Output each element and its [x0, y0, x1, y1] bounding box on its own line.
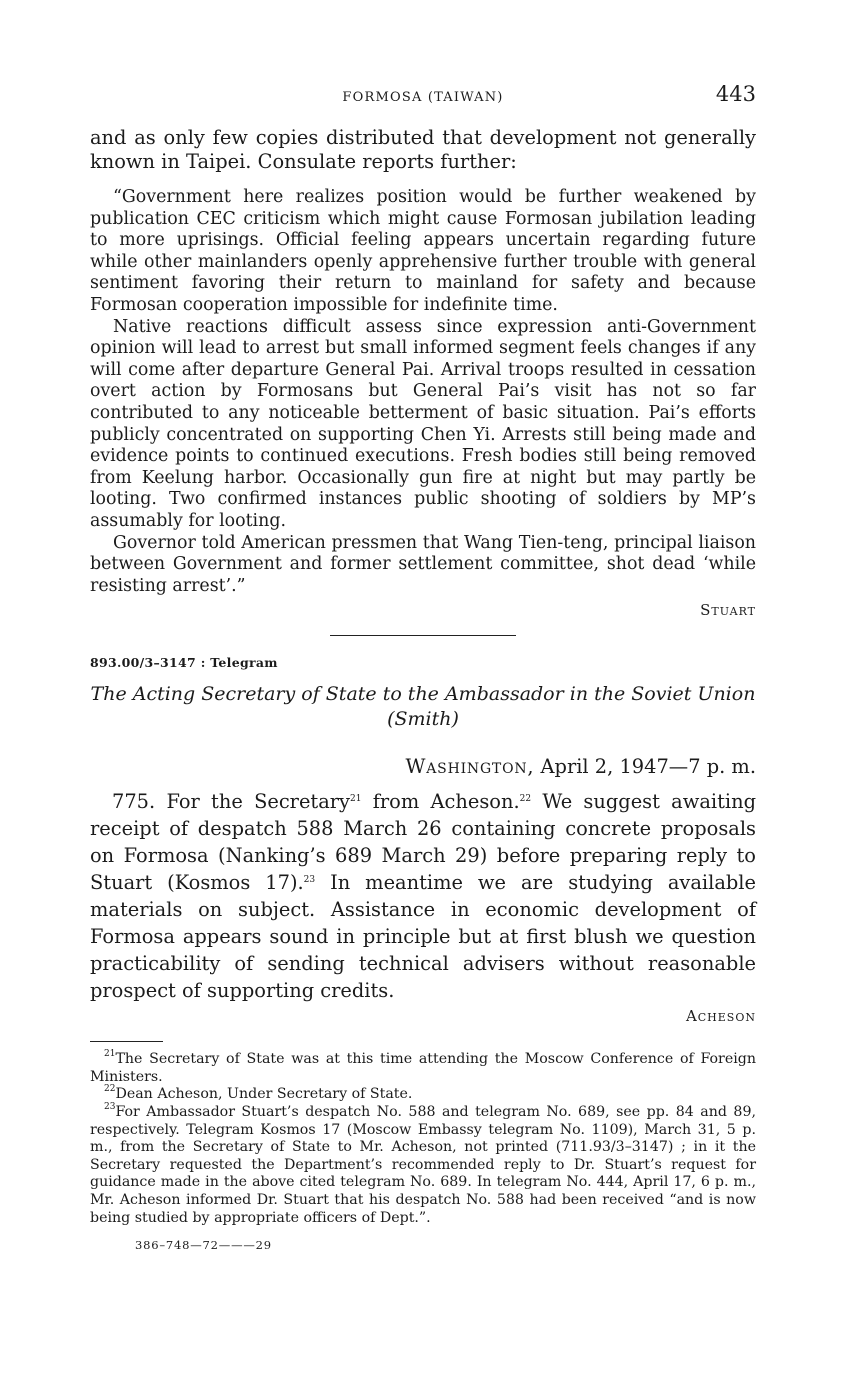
quote-paragraph: “Government here realizes position would be further weakened by publication CEC criticism which might cause Formosan jubilation leading to more uprisings. Official feeling appears uncertain regarding future while other mainlanders openly apprehensive further trouble with general sentiment favoring their return to mainland for safety and because Formosan cooperation impossible for indefinite time.: [90, 187, 756, 315]
footnote-mark: 21: [104, 1049, 116, 1060]
dateline-date: April 2, 1947—7 p. m.: [534, 755, 756, 779]
footnote-text: The Secretary of State was at this time attending the Moscow Conference of Foreign Ministers.: [90, 1051, 756, 1085]
print-code: 386–748—72———29: [135, 1238, 272, 1253]
document-page: [90, 78, 756, 1252]
quote-paragraph: Native reactions difficult assess since expression anti-Government opinion will lead to arrest but small informed segment feels changes if any will come after departure General Pai. Arrival troops resulted in cessation overt action by Formosans but General Pai’s visit has not so far contributed to any noticeable betterment of basic situation. Pai’s efforts publicly concentrated on supporting Chen Yi. Arrests still being made and evidence points to continued executions. Fresh bodies still being removed from Keelung harbor. Occasionally gun fire at night but may partly be looting. Two confirmed instances public shooting of soldiers by MP’s assumably for looting.: [90, 316, 756, 531]
running-head-title: FORMOSA (TAIWAN): [342, 90, 504, 105]
msg-text: from Acheson.: [361, 790, 520, 814]
footnote-mark: 23: [104, 1102, 116, 1113]
footnote-text: Dean Acheson, Under Secretary of State.: [115, 1086, 413, 1103]
document-reference: 893.00/3–3147 : Telegram: [90, 655, 278, 671]
running-head: [90, 78, 756, 118]
footnote-ref-23: 23: [303, 875, 316, 886]
msg-text: In meantime we are studying available materials on subject. Assistance in economic development of Formosa appears sound in principle but at first blush we question practicability of sending technical advisers without reasonable prospect of supporting credits.: [90, 871, 756, 1003]
signature-acheson: Acheson: [685, 1007, 756, 1026]
msg-text: 775. For the Secretary: [112, 790, 351, 814]
msg-text: We suggest awaiting receipt of despatch 588 March 26 containing concrete proposals on Formosa (Nanking’s 689 March 29) before preparing reply to Stuart (Kosmos 17).: [90, 790, 756, 895]
footnotes: [90, 1051, 756, 1227]
dateline-place: Washington,: [405, 755, 535, 779]
footnote-text: For Ambassador Stuart’s despatch No. 588 and telegram No. 689, see pp. 84 and 89, respectively. Telegram Kosmos 17 (Moscow Embassy telegram No. 1109), March 31, 5 p. m., from the Secretary of State to Mr. Acheson, not printed (711.93/3–3147) ; in it the Secretary requested the Department’s recommended reply to Dr. Stuart’s request for guidance made in the above cited telegram No. 689. In telegram No. 444, April 17, 6 p. m., Mr. Acheson informed Dr. Stuart that his despatch No. 588 had been received “and is now being studied by appropriate officers of Dept.”.: [90, 1104, 756, 1226]
footnote-mark: 22: [104, 1084, 116, 1095]
heading-line-2: (Smith): [387, 708, 459, 731]
signature-stuart: Stuart: [700, 601, 756, 620]
quote-paragraph: Governor told American pressmen that Wang Tien-teng, principal liaison between Government and former settlement committee, shot dead ‘while resisting arrest’.”: [90, 532, 756, 596]
heading-line-1: The Acting Secretary of State to the Ambassador in the Soviet Union: [90, 683, 756, 706]
section-divider: [330, 635, 516, 636]
footnote: [90, 1086, 756, 1104]
footnote-divider: [90, 1041, 163, 1042]
document-heading: [90, 682, 756, 732]
footnote-ref-22: 22: [519, 794, 532, 805]
dateline: [90, 755, 756, 778]
page-number: 443: [715, 82, 756, 106]
telegram-body: [90, 788, 756, 1004]
footnote: [90, 1051, 756, 1086]
quoted-report: [90, 187, 756, 597]
continuation-paragraph: and as only few copies distributed that development not generally known in Taipei. Consulate reports further:: [90, 126, 756, 173]
footnote: [90, 1104, 756, 1227]
footnote-ref-21: 21: [350, 794, 362, 805]
